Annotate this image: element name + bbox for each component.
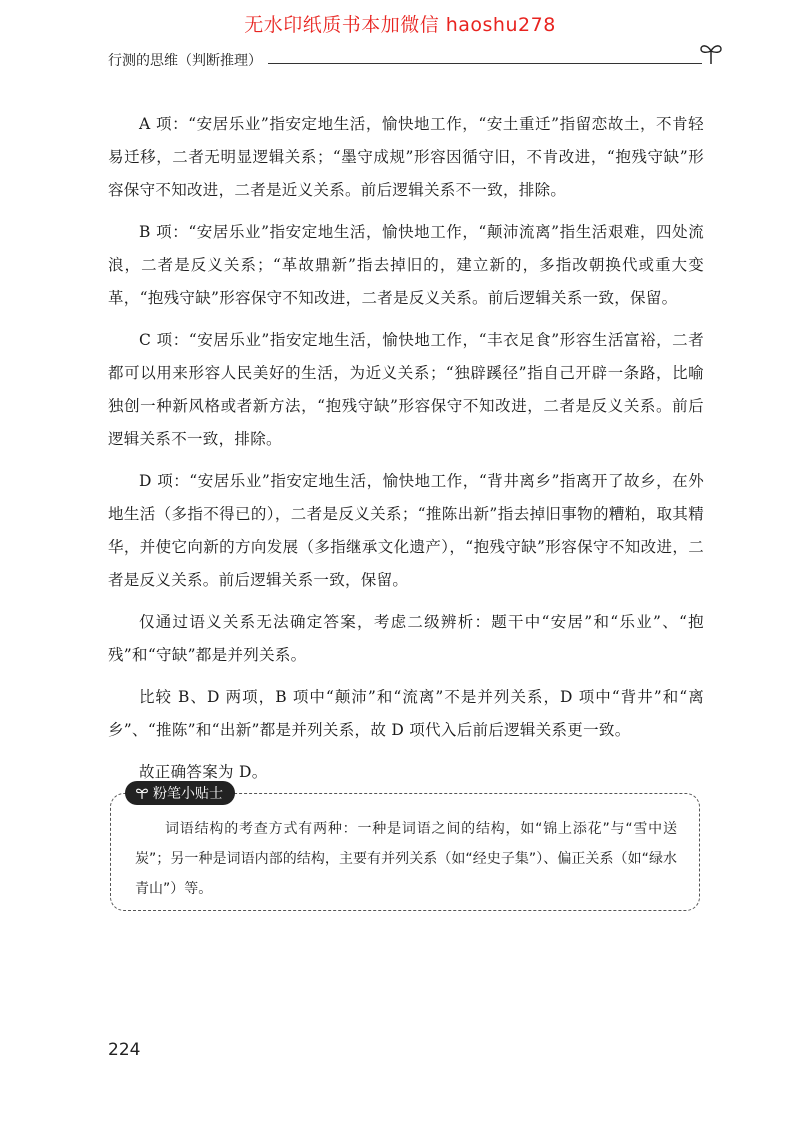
paragraph-option-a: A 项：“安居乐业”指安定地生活，愉快地工作，“安土重迁”指留恋故土，不肯轻易迁移，二者无明显逻辑关系；“墨守成规”形容因循守旧，不肯改进，“抱残守缺”形容保守不知改进，二者是近义关系。前后逻辑关系不一致，排除。 xyxy=(108,115,704,199)
paragraph-comparison: 比较 B、D 两项，B 项中“颠沛”和“流离”不是并列关系，D 项中“背井”和“离乡”、“推陈”和“出新”都是并列关系，故 D 项代入后前后逻辑关系更一致。 xyxy=(108,688,704,739)
tip-text: 词语结构的考查方式有两种：一种是词语之间的结构，如“锦上添花”与“雪中送炭”；另一种是词语内部的结构，主要有并列关系（如“经史子集”）、偏正关系（如“绿水青山”）等。 xyxy=(135,821,677,897)
page-number: 224 xyxy=(108,1040,141,1060)
paragraph-option-b: B 项：“安居乐业”指安定地生活，愉快地工作，“颠沛流离”指生活艰难，四处流浪，二者是反义关系；“革故鼎新”指去掉旧的，建立新的，多指改朝换代或重大变革，“抱残守缺”形容保守不知改进，二者是反义关系。前后逻辑关系一致，保留。 xyxy=(108,223,704,307)
explanation-body xyxy=(108,108,704,798)
paragraph-option-d: D 项：“安居乐业”指安定地生活，愉快地工作，“背井离乡”指离开了故乡，在外地生活（多指不得已的），二者是反义关系；“推陈出新”指去掉旧事物的糟粕，取其精华，并使它向新的方向发展（多指继承文化遗产），“抱残守缺”形容保守不知改进，二者是反义关系。前后逻辑关系一致，保留。 xyxy=(108,472,704,589)
paragraph-option-c: C 项：“安居乐业”指安定地生活，愉快地工作，“丰衣足食”形容生活富裕，二者都可以用来形容人民美好的生活，为近义关系；“独辟蹊径”指自己开辟一条路，比喻独创一种新风格或者新方法，“抱残守缺”形容保守不知改进，二者是反义关系。前后逻辑关系不一致，排除。 xyxy=(108,331,704,448)
header-divider xyxy=(268,63,702,64)
watermark-text: 无水印纸质书本加微信 haoshu278 xyxy=(244,14,556,36)
tip-box xyxy=(110,786,700,911)
sprout-icon xyxy=(698,40,724,66)
sprout-icon xyxy=(135,786,149,800)
header-title: 行测的思维（判断推理） xyxy=(108,53,262,69)
tip-label-text: 粉笔小贴士 xyxy=(153,786,223,802)
paragraph-secondary-analysis: 仅通过语义关系无法确定答案，考虑二级辨析：题干中“安居”和“乐业”、“抱残”和“守缺”都是并列关系。 xyxy=(108,613,704,664)
tip-label xyxy=(125,781,235,805)
paragraph-answer: 故正确答案为 D。 xyxy=(139,763,268,781)
page-header xyxy=(108,48,702,72)
